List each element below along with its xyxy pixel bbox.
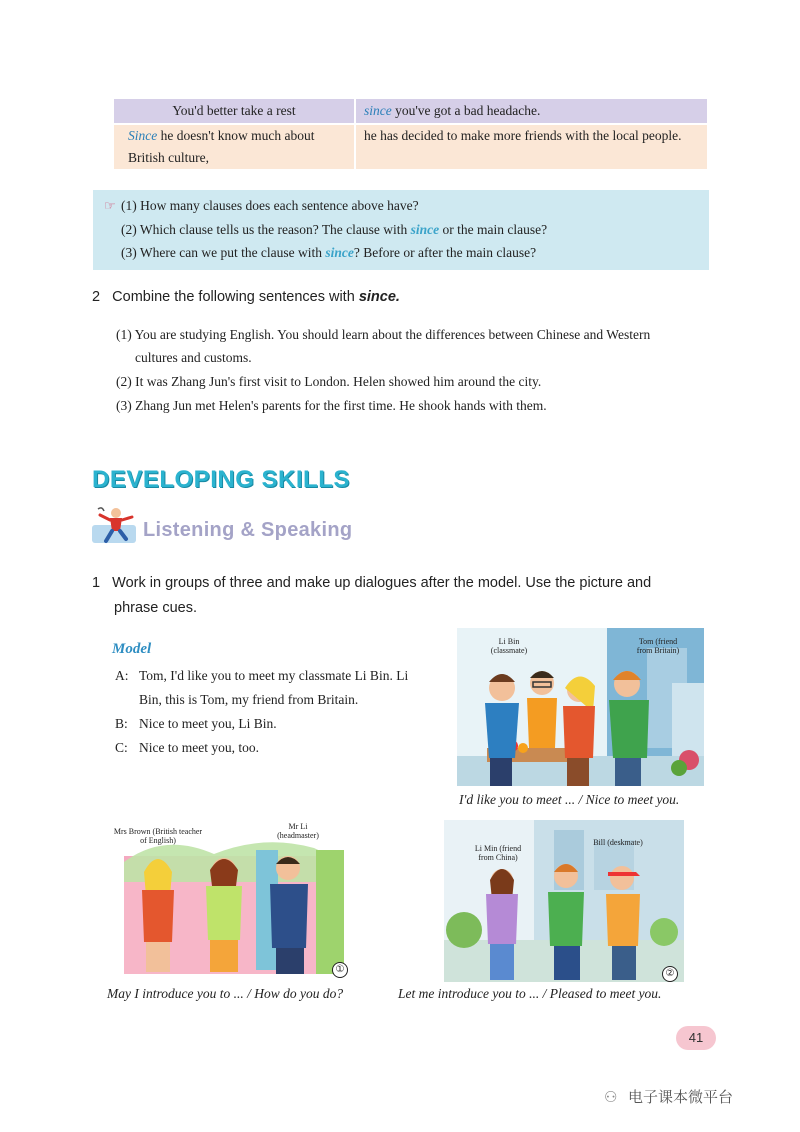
table-cell-text: you've got a bad headache. [391,103,541,118]
speaker: B: [115,716,128,731]
subsection-title: Listening & Speaking [143,519,353,541]
speaker: A: [115,668,129,683]
model-illustration [457,628,704,786]
exercise-2-item: (3) Zhang Jun met Helen's parents for the first time. He shook hands with them. [116,398,547,413]
speaking-person-icon [92,505,136,545]
since-keyword: since [325,245,354,260]
question-box [93,190,709,270]
table-cell-since-clause-1 [356,99,707,123]
illustration-2 [444,820,684,982]
picture-number: ① [332,962,348,978]
model-label: Model [112,641,152,657]
exercise-instruction: Combine the following sentences with [112,289,359,305]
question-3: (3) Where can we put the clause with since? Before or after the main clause? [121,245,537,260]
scene-1 [106,822,350,978]
since-keyword: since [364,103,392,118]
speaker: C: [115,740,128,755]
dialogue-line: Nice to meet you, too. [139,740,259,755]
model-dialogue [115,664,455,764]
exercise-2-item: cultures and customs. [135,350,252,365]
dialogue-line: Bin, this is Tom, my friend from Britain. [139,692,359,707]
dialogue-line: Tom, I'd like you to meet my classmate Li Bin. Li [139,668,409,683]
character-label: Tom (friend from Britain) [636,637,680,655]
section-title: DEVELOPING SKILLS [92,466,350,493]
exercise-instruction: Work in groups of three and make up dialogues after the model. Use the picture and [112,575,652,591]
caption-2: Let me introduce you to ... / Pleased to meet you. [398,986,662,1001]
question-2: (2) Which clause tells us the reason? The clause with since or the main clause? [121,222,548,237]
since-keyword: since [410,222,440,237]
table-cell-text: he doesn't know much about [157,128,315,143]
table-cell-text: British culture, [128,150,209,165]
dialogue-line: Nice to meet you, Li Bin. [139,716,277,731]
character-label: Li Bin (classmate) [490,637,528,655]
picture-number: ② [662,966,678,982]
table-cell-main-clause-1: You'd better take a rest [114,99,354,123]
character-label: Li Min (friend from China) [474,844,522,862]
model-caption: I'd like you to meet ... / Nice to meet you. [459,792,680,807]
exercise-2-heading [92,289,400,305]
table-cell-main-clause-2: he has decided to make more friends with the local people. [356,125,707,169]
character-label: Bill (deskmate) [593,838,643,847]
illustration-1 [106,822,350,978]
since-keyword: Since [128,128,158,143]
exercise-instruction: phrase cues. [114,600,198,616]
character-label: Mrs Brown (British teacher of English) [113,827,203,845]
exercise-number: 2 [92,289,101,305]
watermark-text: 电子课本微平台 [628,1088,734,1106]
character-label: Mr Li (headmaster) [277,822,319,840]
exercise-number: 1 [92,575,101,591]
question-1: (1) How many clauses does each sentence above have? [121,198,419,213]
table-cell-since-clause-2 [114,125,354,169]
exercise-2-item: (2) It was Zhang Jun's first visit to London. Helen showed him around the city. [116,374,542,389]
wechat-icon: ⚇ [604,1088,618,1106]
watermark [604,1086,733,1107]
example-sentence-table [114,99,707,169]
exercise-keyword: since. [358,289,400,305]
page-number: 41 [676,1026,716,1050]
exercise-1 [92,571,722,621]
caption-1: May I introduce you to ... / How do you do? [107,986,344,1001]
exercise-2-item: (1) You are studying English. You should learn about the differences between Chinese and Western [116,327,651,342]
pointing-hand-icon: ☞ [104,198,116,213]
